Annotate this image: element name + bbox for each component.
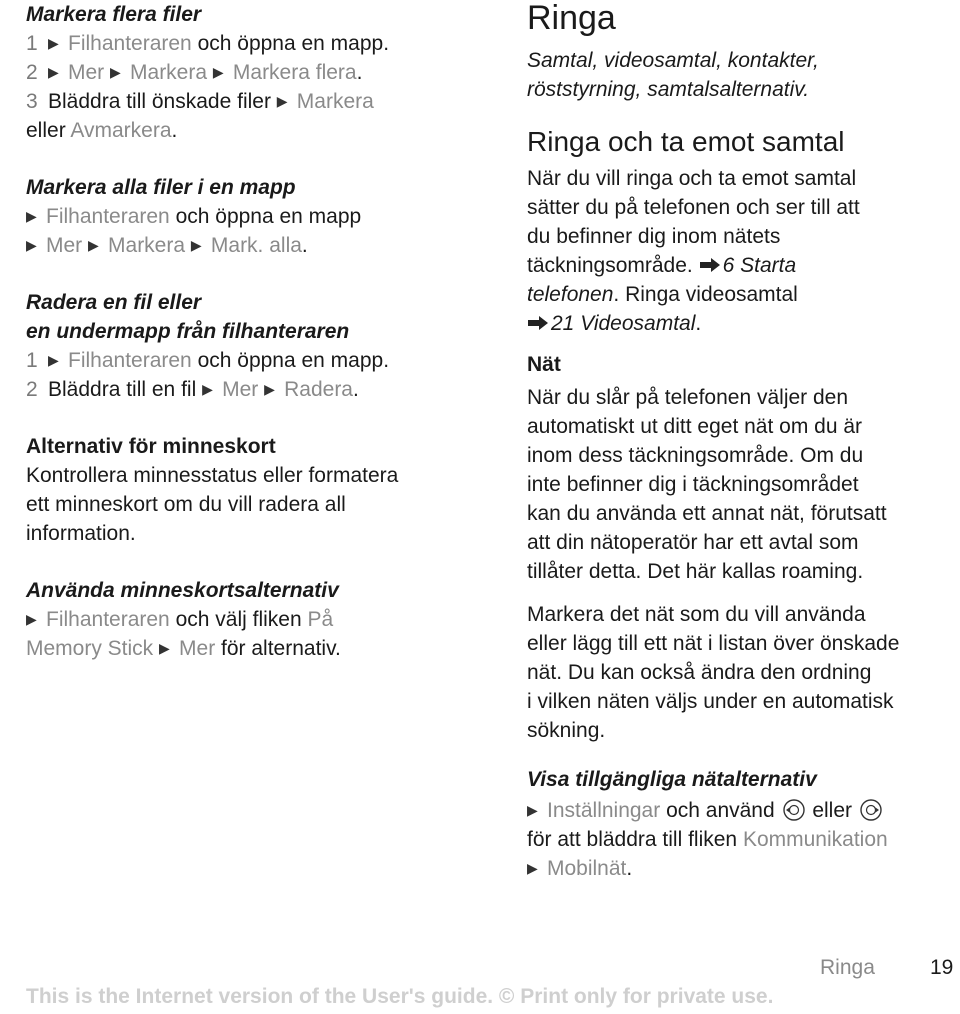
step-line [26,29,466,58]
right-triangle-icon: ▶ [276,93,288,109]
right-triangle-icon: ▶ [26,208,37,224]
right-triangle-icon: ▶ [264,381,275,397]
navigation-key-right-icon [860,799,882,821]
step-line: eller Avmarkera. [26,119,178,142]
step-line [26,87,466,116]
step-line [26,634,466,663]
cross-reference[interactable]: 6 Starta [722,254,797,277]
step-number: 1 [26,349,38,372]
step-line: ▶ Mer ▶ Markera ▶ Mark. alla. [26,231,466,260]
footer-section-name: Ringa [820,956,875,979]
menu-path: Mer [68,61,105,84]
paragraph-line: eller lägg till ett nät i listan över önskade [527,632,900,655]
step-text: och använd [660,799,781,822]
navigation-key-left-icon [783,799,805,821]
menu-path: Mer [46,234,83,257]
step-text: eller [26,119,71,142]
paragraph-line: inte befinner dig i täckningsområdet [527,473,859,496]
step-line [527,854,952,883]
reference-arrow-icon [699,257,721,273]
menu-path: Filhanteraren [46,608,170,631]
paragraph-line [527,280,952,309]
section-title: Radera en fil eller [26,291,202,314]
menu-path: Mark. alla [210,234,302,257]
footer-notice: This is the Internet version of the User's guide. © Print only for private use. [26,985,774,1008]
paragraph-line: När du slår på telefonen väljer den [527,386,849,409]
menu-path: Memory Stick [26,637,154,660]
step-line [26,605,466,634]
right-triangle-icon: ▶ [159,640,170,656]
paragraph-line: kan du använda ett annat nät, förutsatt [527,502,887,525]
paragraph-line: tillåter detta. Det här kallas roaming. [527,560,864,583]
step-line [26,202,466,231]
right-triangle-icon: ▶ [212,64,224,80]
page-number: 19 [930,956,954,979]
right-triangle-icon: ▶ [48,64,59,80]
step-line [527,825,952,854]
step-line: 2 ▶ Mer ▶ Markera ▶ Markera flera. [26,58,466,87]
section-title: Alternativ för minneskort [26,435,276,458]
right-triangle-icon: ▶ [527,860,538,876]
section-heading: Ringa och ta emot samtal [527,126,845,157]
right-triangle-icon: ▶ [48,35,59,51]
paragraph-line: När du vill ringa och ta emot samtal [527,167,857,190]
left-column [26,0,466,663]
paragraph-text: . [695,312,702,335]
step-text: och öppna en mapp. [191,349,390,372]
section-title: Visa tillgängliga nätalternativ [527,768,817,791]
paragraph-line: sätter du på telefonen och ser till att [527,196,860,219]
step-text: . [626,857,633,880]
menu-path: Mer [222,378,259,401]
paragraph-text: . Ringa videosamtal [613,283,798,306]
step-number: 2 [26,378,38,401]
menu-path: På [307,608,334,631]
menu-path: Markera flera [232,61,357,84]
step-text: för att bläddra till fliken [527,828,743,851]
right-triangle-icon: ▶ [202,381,213,397]
paragraph-line [527,309,952,338]
paragraph-line: Markera det nät som du vill använda [527,603,866,626]
section-title: Markera alla filer i en mapp [26,176,296,199]
step-number: 1 [26,32,38,55]
step-line: 2 Bläddra till en fil ▶ Mer ▶ Radera. [26,375,466,404]
step-text: och välj fliken [169,608,308,631]
menu-path: Markera [130,61,208,84]
right-triangle-icon: ▶ [110,64,121,80]
step-text: för alternativ. [215,637,341,660]
step-text: och öppna en mapp. [191,32,390,55]
right-triangle-icon: ▶ [48,352,59,368]
step-text: Bläddra till en fil [48,378,197,401]
section-title: Markera flera filer [26,3,202,26]
paragraph-line: inom dess täckningsområde. Om du [527,444,864,467]
cross-reference[interactable]: 21 Videosamtal [551,312,696,335]
right-triangle-icon: ▶ [26,237,37,253]
chapter-intro: röststyrning, samtalsalternativ. [527,78,810,101]
menu-path: Mer [179,637,216,660]
step-number: 3 [26,90,38,113]
reference-arrow-icon [527,315,549,331]
right-triangle-icon: ▶ [190,237,202,253]
paragraph-line: i vilken näten väljs under en automatisk [527,690,894,713]
right-triangle-icon: ▶ [527,802,538,818]
step-line [527,796,952,825]
paragraph-line: du befinner dig inom nätets [527,225,781,248]
section-title: Nät [527,353,561,376]
paragraph-line [527,251,952,280]
chapter-intro: Samtal, videosamtal, kontakter, [527,49,819,72]
right-column [527,0,952,883]
menu-path: Markera [108,234,186,257]
menu-path: Filhanteraren [68,32,192,55]
step-line [26,346,466,375]
section-title: Använda minneskortsalternativ [26,579,339,602]
menu-path: Kommunikation [742,828,888,851]
menu-path: Filhanteraren [68,349,192,372]
menu-path: Radera [284,378,353,401]
paragraph-line: information. [26,522,136,545]
right-triangle-icon: ▶ [88,237,99,253]
section-title: en undermapp från filhanteraren [26,320,350,343]
step-text: eller [806,799,858,822]
step-text: Bläddra till önskade filer [48,90,271,113]
chapter-title: Ringa [527,0,616,37]
paragraph-line: ett minneskort om du vill radera all [26,493,346,516]
paragraph-line: Kontrollera minnesstatus eller formatera [26,464,399,487]
menu-path: Mobilnät [547,857,627,880]
menu-path: Inställningar [547,799,661,822]
paragraph-text: täckningsområde. [527,254,699,277]
cross-reference[interactable]: telefonen [527,283,614,306]
paragraph-line: sökning. [527,719,606,742]
paragraph-line: nät. Du kan också ändra den ordning [527,661,872,684]
menu-path: Avmarkera [70,119,172,142]
step-number: 2 [26,61,38,84]
menu-path: Filhanteraren [46,205,170,228]
step-text: och öppna en mapp [169,205,362,228]
right-triangle-icon: ▶ [26,611,37,627]
paragraph-line: att din nätoperatör har ett avtal som [527,531,859,554]
menu-path: Markera [296,90,374,113]
paragraph-line: automatiskt ut ditt eget nät om du är [527,415,863,438]
